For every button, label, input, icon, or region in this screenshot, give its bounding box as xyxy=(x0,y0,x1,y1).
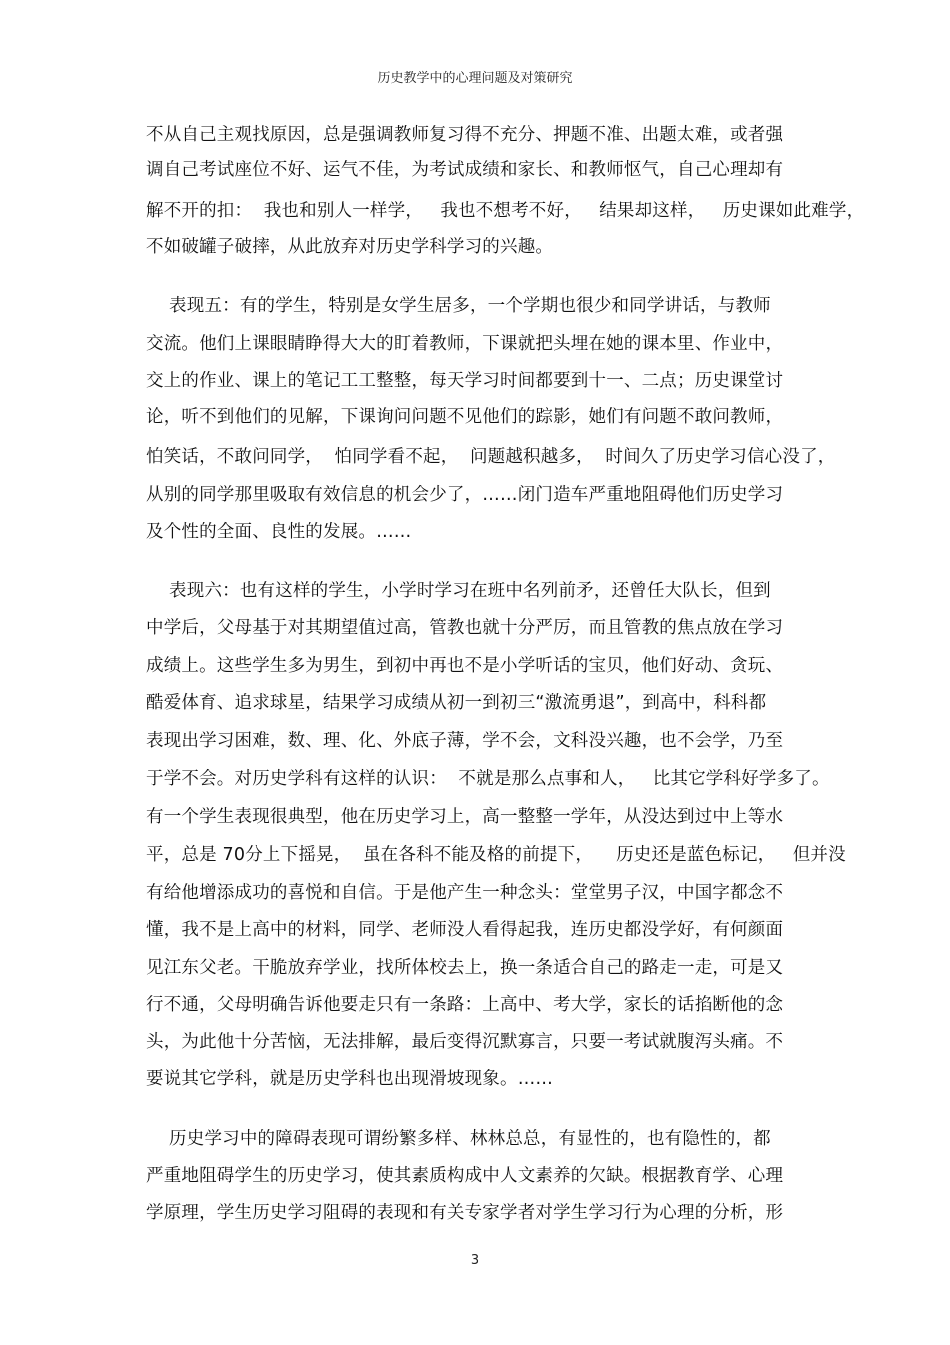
paragraph-line: 于学不会。对历史学科有这样的认识： 不就是那么点事和人， 比其它学科好学多了。 xyxy=(146,769,830,789)
paragraph-line: 有一个学生表现很典型，他在历史学习上，高一整整一学年，从没达到过中上等水 xyxy=(146,807,784,827)
paragraph-line: 行不通，父母明确告诉他要走只有一条路：上高中、考大学，家长的话掐断他的念 xyxy=(146,995,784,1015)
paragraph-line: 懂，我不是上高中的材料，同学、老师没人看得起我，连历史都没学好，有何颜面 xyxy=(146,920,784,940)
paragraph-line: 酷爱体育、追求球星，结果学习成绩从初一到初三“激流勇退”，到高中，科科都 xyxy=(146,693,767,713)
paragraph-line: 表现六：也有这样的学生，小学时学习在班中名列前矛，还曾任大队长，但到 xyxy=(146,581,771,601)
paragraph-line: 有给他增添成功的喜悦和自信。于是他产生一种念头：堂堂男子汉，中国字都念不 xyxy=(146,883,784,903)
paragraph-line: 交流。他们上课眼睛睁得大大的盯着教师，下课就把头埋在她的课本里、作业中， xyxy=(146,334,784,354)
paragraph-line: 不如破罐子破摔，从此放弃对历史学科学习的兴趣。 xyxy=(146,237,554,257)
paragraph-line: 头，为此他十分苦恼，无法排解，最后变得沉默寡言，只要一考试就腹泻头痛。不 xyxy=(146,1032,784,1052)
page-header-title: 历史教学中的心理问题及对策研究 xyxy=(377,71,573,86)
paragraph-line: 从别的同学那里吸取有效信息的机会少了，……闭门造车严重地阻碍他们历史学习 xyxy=(146,485,784,505)
paragraph-line: 平，总是 70分上下摇晃， 虽在各科不能及格的前提下， 历史还是蓝色标记， 但并没 xyxy=(146,845,846,865)
paragraph-line: 调自己考试座位不好、运气不佳，为考试成绩和家长、和教师怄气，自己心理却有 xyxy=(146,160,784,180)
paragraph-line: 历史学习中的障碍表现可谓纷繁多样、林林总总，有显性的，也有隐性的，都 xyxy=(146,1129,771,1149)
paragraph-line: 解不开的扣： 我也和别人一样学， 我也不想考不好， 结果却这样， 历史课如此难学， xyxy=(146,201,865,221)
paragraph-line: 怕笑话，不敢问同学， 怕同学看不起， 问题越积越多， 时间久了历史学习信心没了， xyxy=(146,447,836,467)
paragraph-line: 严重地阻碍学生的历史学习，使其素质构成中人文素养的欠缺。根据教育学、心理 xyxy=(146,1166,784,1186)
paragraph-line: 不从自己主观找原因，总是强调教师复习得不充分、押题不准、出题太难，或者强 xyxy=(146,125,784,145)
paragraph-line: 论，听不到他们的见解，下课询问问题不见他们的踪影，她们有问题不敢问教师， xyxy=(146,407,784,427)
paragraph-line: 成绩上。这些学生多为男生，到初中再也不是小学听话的宝贝，他们好动、贪玩、 xyxy=(146,656,784,676)
paragraph-line: 表现五：有的学生，特别是女学生居多，一个学期也很少和同学讲话，与教师 xyxy=(146,296,771,316)
paragraph-line: 中学后，父母基于对其期望值过高，管教也就十分严厉，而且管教的焦点放在学习 xyxy=(146,618,784,638)
page-number: 3 xyxy=(470,1253,480,1268)
paragraph-line: 交上的作业、课上的笔记工工整整，每天学习时间都要到十一、二点；历史课堂讨 xyxy=(146,371,784,391)
paragraph-line: 学原理，学生历史学习阻碍的表现和有关专家学者对学生学习行为心理的分析，形 xyxy=(146,1203,784,1223)
paragraph-line: 及个性的全面、良性的发展。…… xyxy=(146,522,412,542)
paragraph-line: 要说其它学科，就是历史学科也出现滑坡现象。…… xyxy=(146,1069,554,1089)
paragraph-line: 表现出学习困难，数、理、化、外底子薄，学不会，文科没兴趣，也不会学，乃至 xyxy=(146,731,784,751)
paragraph-line: 见江东父老。干脆放弃学业，找所体校去上，换一条适合自己的路走一走，可是又 xyxy=(146,958,784,978)
